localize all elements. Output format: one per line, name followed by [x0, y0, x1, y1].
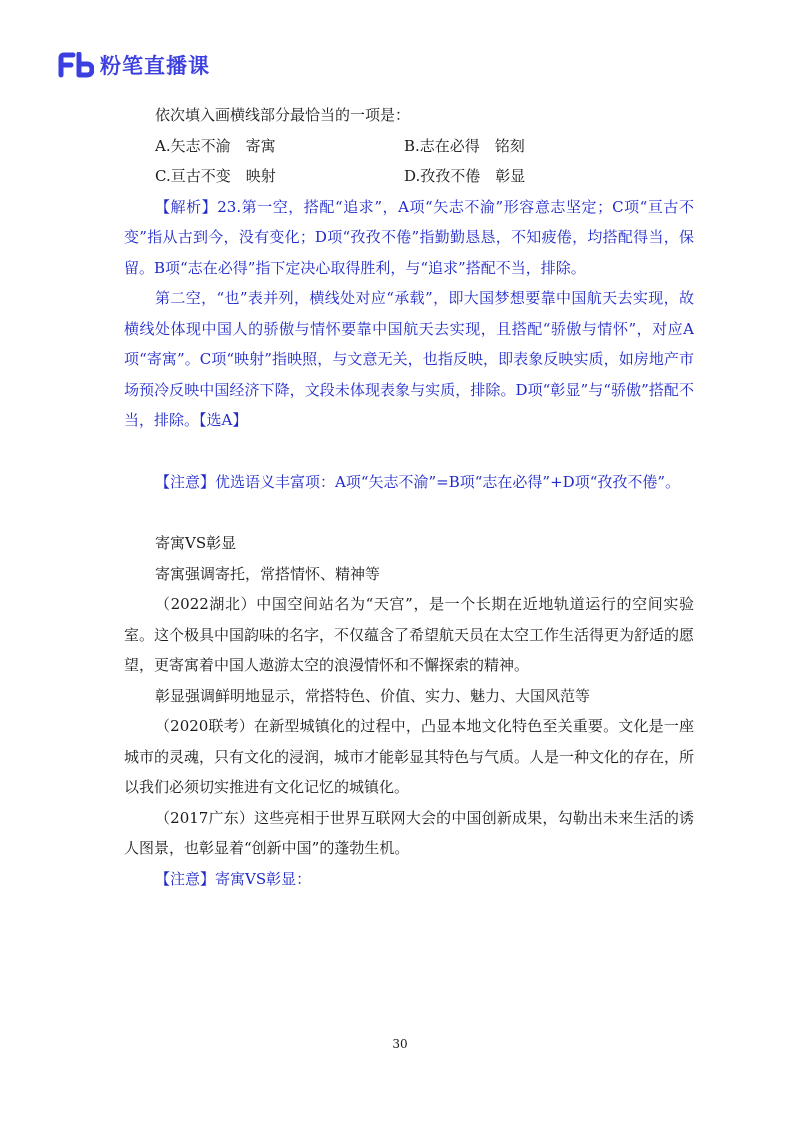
option-b: B.志在必得 铭刻	[404, 136, 525, 155]
example-2020-liankao: （2020联考）在新型城镇化的过程中，凸显本地文化特色至关重要。文化是一座城市的灵魂，只有文化的浸润，城市才能彰显其特色与气质。人是一种文化的存在，所以我们必须切实推进有文化记忆的城镇化。	[124, 717, 695, 796]
document-body	[124, 100, 694, 894]
option-d: D.孜孜不倦 彰显	[404, 167, 526, 185]
example-2022-hubei: （2022湖北）中国空间站名为“天宫”，是一个长期在近地轨道运行的空间实验室。这个极具中国韵味的名字，不仅蕴含了希望航天员在太空工作生活得更为舒适的愿望，更寄寓着中国人遨游太空的浪漫情怀和不懈探索的精神。	[124, 595, 695, 674]
definition-jiyu: 寄寓强调寄托，常搭情怀、精神等	[155, 564, 381, 583]
spacer	[124, 497, 694, 528]
options-list	[124, 131, 694, 192]
question-prompt: 依次填入画横线部分最恰当的一项是：	[155, 106, 411, 124]
note-paragraph: 【注意】优选语义丰富项：A项“矢志不渝”=B项“志在必得”+D项“孜孜不倦”。	[155, 472, 681, 491]
analysis-paragraph-1: 【解析】23.第一空，搭配“追求”，A项“矢志不渝”形容意志坚定；C项“亘古不变”指从古到今，没有变化；D项“孜孜不倦”指勤勤恳恳，不知疲倦，均搭配得当，保留。B项“志在必得”指下定决心取得胜利，与“追求”搭配不当，排除。	[124, 197, 694, 277]
option-c: C.亘古不变 映射	[155, 167, 276, 185]
analysis-paragraph-2: 第二空，“也”表并列，横线处对应“承载”，即大国梦想要靠中国航天去实现，故横线处体现中国人的骄傲与情怀要靠中国航天去实现，且搭配“骄傲与情怀”，对应A项“寄寓”。C项“映射”指映照，与文意无关，也指反映，即表象反映实质，如房地产市场预冷反映中国经济下降，文段未体现表象与实质，排除。D项“彰显”与“骄傲”搭配不当，排除。【选A】	[124, 289, 694, 429]
compare-title: 寄寓VS彰显	[155, 534, 237, 552]
definition-zhangxian: 彰显强调鲜明地显示，常搭特色、价值、实力、魅力、大国风范等	[155, 686, 591, 705]
example-2017-guangdong: （2017广东）这些亮相于世界互联网大会的中国创新成果，勾勒出未来生活的诱人图景，也彰显着“创新中国”的蓬勃生机。	[124, 808, 694, 857]
fb-logo-icon	[58, 52, 94, 78]
note-heading: 【注意】寄寓VS彰显：	[155, 869, 312, 888]
option-a: A.矢志不渝 寄寓	[155, 136, 276, 155]
spacer	[124, 436, 694, 467]
brand-logo	[58, 50, 210, 80]
page-number: 30	[392, 1037, 408, 1051]
brand-name: 粉笔直播课	[100, 54, 210, 78]
